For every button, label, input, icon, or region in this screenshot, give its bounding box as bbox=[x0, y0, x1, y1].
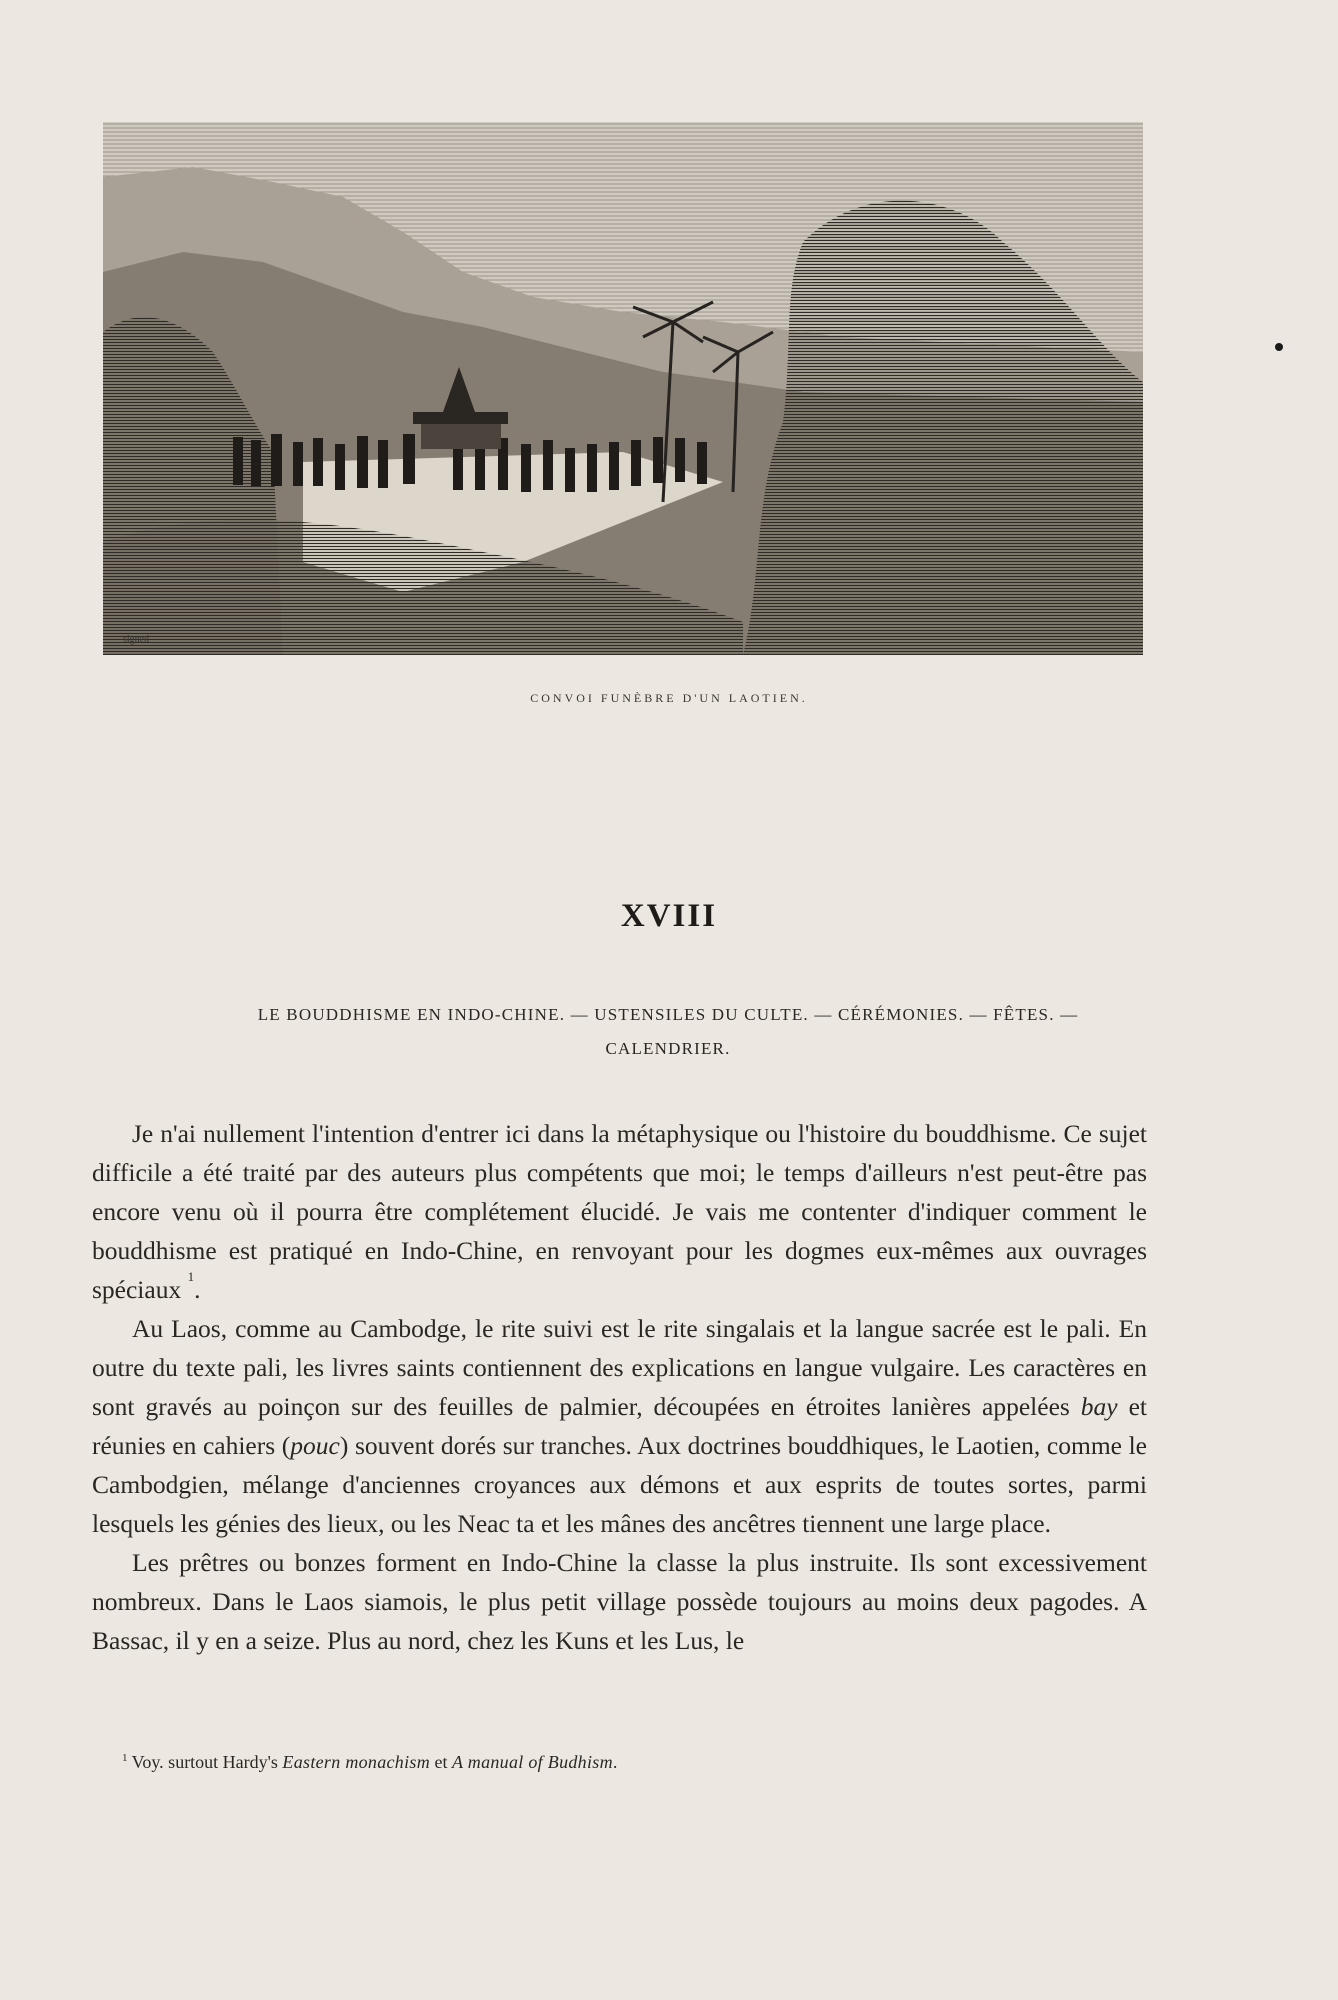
term-pouc: pouc bbox=[290, 1431, 340, 1460]
chapter-summary-line-1: LE BOUDDHISME EN INDO-CHINE. — USTENSILES DU CULTE. — CÉRÉMONIES. — FÊTES. — bbox=[257, 1005, 1079, 1024]
body-text bbox=[92, 1114, 1147, 1660]
footnote-end: . bbox=[612, 1752, 618, 1772]
paragraph-1 bbox=[92, 1114, 1147, 1309]
engraving-illustration bbox=[103, 122, 1143, 655]
paragraph-2 bbox=[92, 1309, 1147, 1543]
footnote-middle: et bbox=[430, 1752, 453, 1772]
chapter-number: XVIII bbox=[620, 898, 718, 934]
paragraph-2-b: et réunies en cahiers ( bbox=[92, 1392, 1147, 1460]
paragraph-2-c: ) souvent dorés sur tranches. Aux doctrines bouddhiques, le Laotien, comme le Cambodgien, mélange d'anciennes croyances aux démons et aux esprits de toutes sortes, parmi lesquels les génies des lieux, ou les Neac ta et les mânes des ancêtres tiennent une large place. bbox=[92, 1431, 1147, 1538]
footnote-ref: 1 bbox=[187, 1269, 195, 1284]
engraver-signature: signed bbox=[123, 634, 150, 645]
illustration-caption: CONVOI FUNÈBRE D'UN LAOTIEN. bbox=[530, 691, 808, 705]
footnote-title-2: A manual of Budhism bbox=[452, 1752, 613, 1772]
footnote-title-1: Eastern monachism bbox=[282, 1752, 431, 1772]
paragraph-3 bbox=[92, 1543, 1147, 1660]
paragraph-3-text: Les prêtres ou bonzes forment en Indo-Chine la classe la plus instruite. Ils sont excessivement nombreux. Dans le Laos siamois, le plus petit village possède toujours au moins deux pagodes. A Bassac, il y en a seize. Plus au nord, chez les Kuns et les Lus, le bbox=[92, 1548, 1147, 1655]
paragraph-1-text: Je n'ai nullement l'intention d'entrer ici dans la métaphysique ou l'histoire du bouddhisme. Ce sujet difficile a été traité par des auteurs plus compétents que moi; le temps d'ailleurs n'est peut-être pas encore venu où il pourra être complétement élucidé. Je vais me contenter d'indiquer comment le bouddhisme est pratiqué en Indo-Chine, en renvoyant pour les dogmes eux-mêmes aux ouvrages spéciaux bbox=[92, 1119, 1147, 1304]
paragraph-1-end: . bbox=[194, 1275, 201, 1304]
paragraph-2-a: Au Laos, comme au Cambodge, le rite suivi est le rite singalais et la langue sacrée est le pali. En outre du texte pali, les livres saints contiennent des explications en langue vulgaire. Les caractères en sont gravés au poinçon sur des feuilles de palmier, découpées en étroites lanières appelées bbox=[92, 1314, 1147, 1421]
chapter-summary bbox=[118, 998, 1218, 1066]
footnote-marker: 1 bbox=[122, 1752, 128, 1764]
term-bay: bay bbox=[1080, 1392, 1118, 1421]
ink-dot bbox=[1275, 343, 1283, 351]
footnote-prefix: Voy. surtout Hardy's bbox=[127, 1752, 283, 1772]
footnote bbox=[122, 1752, 1122, 1773]
chapter-summary-line-2: CALENDRIER. bbox=[605, 1039, 731, 1058]
procession-engraving-image bbox=[103, 122, 1143, 655]
